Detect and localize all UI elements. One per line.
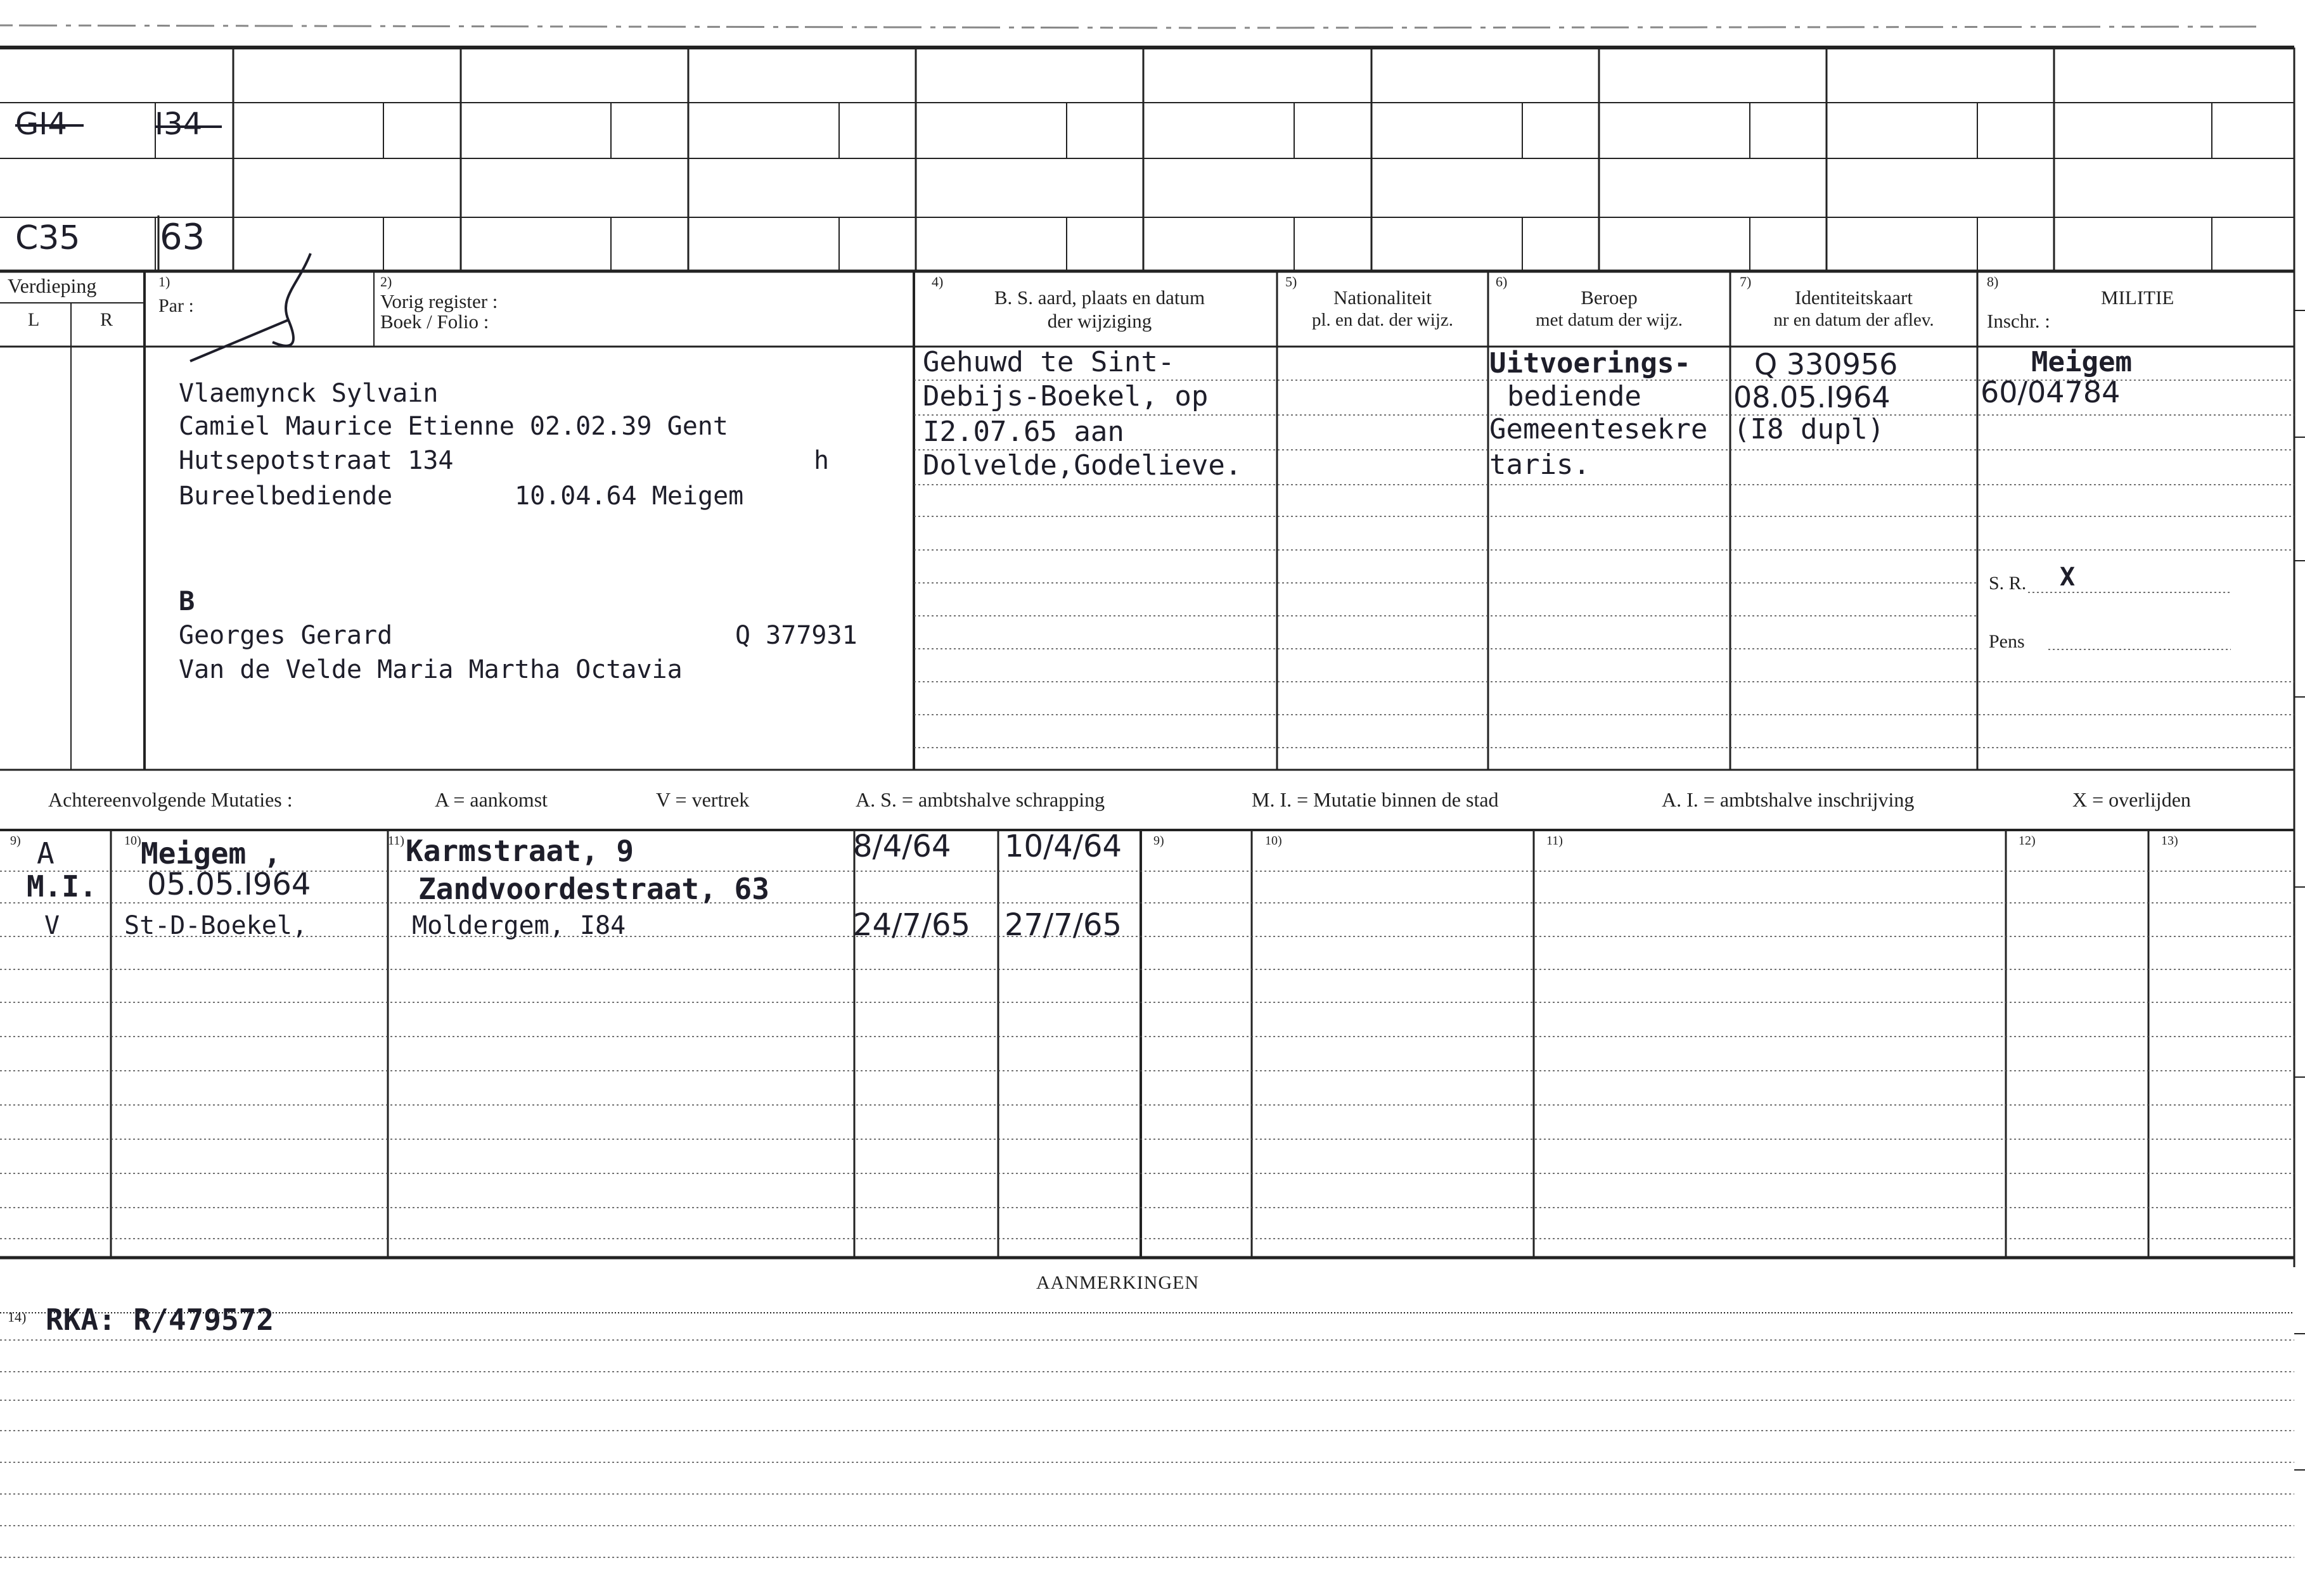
legend-as: A. S. = ambtshalve schrapping [856, 788, 1105, 811]
num-8: 8) [1987, 274, 1999, 290]
register-c2-row1: I34 [155, 106, 203, 142]
r-label: R [100, 309, 113, 330]
mut-num-13: 13) [2161, 834, 2178, 848]
legend-a: A = aankomst [435, 788, 548, 811]
occupation-line-2: bediende [1507, 380, 1641, 412]
remarks-num: 14) [8, 1309, 27, 1325]
boek-folio-label: Boek / Folio : [380, 310, 489, 333]
remarks-text: RKA: R/479572 [46, 1303, 274, 1337]
id-header-line1: Identiteitskaart [1795, 286, 1913, 309]
mutation-3-place: St-D-Boekel, [124, 911, 307, 940]
inschr-label: Inschr. : [1987, 310, 2050, 332]
id-header-line2: nr en datum der aflev. [1773, 310, 1934, 330]
legend-mi: M. I. = Mutatie binnen de stad [1252, 788, 1499, 811]
legend-ai: A. I. = ambtshalve inschrijving [1662, 788, 1915, 811]
mutation-1-type: A [37, 836, 55, 871]
mutation-3-address: Moldergem, I84 [412, 911, 626, 940]
mother-name: Van de Velde Maria Martha Octavia [179, 655, 683, 684]
person-address-mark: h [814, 446, 830, 475]
verdieping-label: Verdieping [8, 274, 97, 297]
parents-label: B [179, 585, 195, 616]
civil-status-line-2: Debijs-Boekel, op [923, 380, 1209, 412]
mutation-1-date2: 10/4/64 [1005, 829, 1122, 864]
remarks-title: AANMERKINGEN [1036, 1272, 1199, 1293]
num-4: 4) [932, 274, 944, 290]
par-label: Par : [158, 295, 194, 316]
mutation-1-date1: 8/4/64 [853, 829, 951, 864]
mutation-3-date2: 27/7/65 [1005, 907, 1122, 943]
beroep-header-line1: Beroep [1581, 286, 1638, 309]
person-occupation: Bureelbediende [179, 482, 393, 511]
occupation-line-3: Gemeentesekre [1489, 413, 1708, 445]
id-card-duplicate: (I8 dupl) [1733, 413, 1885, 445]
civil-status-line-4: Dolvelde,Godelieve. [923, 449, 1242, 482]
civil-status-line-1: Gehuwd te Sint- [923, 346, 1175, 378]
father-name: Georges Gerard [179, 621, 393, 650]
beroep-header-line2: met datum der wijz. [1536, 310, 1683, 330]
mutation-2-type: M.I. [27, 869, 97, 903]
father-id: Q 377931 [735, 621, 857, 650]
legend-x: X = overlijden [2072, 788, 2191, 811]
num-2: 2) [380, 274, 392, 290]
sr-label: S. R. [1989, 573, 2027, 594]
mutation-1-place: Meigem , [141, 836, 281, 871]
mut-num-11: 11) [388, 834, 404, 848]
num-7: 7) [1740, 274, 1752, 290]
num-6: 6) [1496, 274, 1508, 290]
register-c1-row2: C35 [15, 219, 80, 257]
id-card-number: Q 330956 [1754, 347, 1898, 381]
person-firstnames-birth: Camiel Maurice Etienne 02.02.39 Gent [179, 412, 728, 441]
num-1: 1) [158, 274, 170, 290]
mutation-3-date1: 24/7/65 [853, 907, 971, 943]
mutation-3-type: V [44, 911, 60, 940]
mut-num-9: 9) [10, 834, 21, 848]
legend-v: V = vertrek [656, 788, 750, 811]
bs-header-line2: der wijziging [1047, 310, 1152, 332]
mut-num-10b: 10) [1265, 834, 1282, 848]
mutation-2-address: Zandvoordestraat, 63 [418, 872, 769, 906]
register-c2-row2: 63 [160, 217, 205, 258]
mutation-2-place: 05.05.I964 [147, 867, 311, 902]
militia-number: 60/04784 [1981, 375, 2121, 409]
occupation-line-1: Uitvoerings- [1489, 347, 1691, 380]
l-label: L [28, 309, 40, 330]
mut-num-10: 10) [124, 834, 141, 848]
person-name: Vlaemynck Sylvain [179, 379, 439, 408]
nat-header-line1: Nationaliteit [1333, 286, 1432, 309]
num-5: 5) [1285, 274, 1297, 290]
sr-value: X [2060, 563, 2076, 592]
mut-num-11b: 11) [1546, 834, 1563, 848]
bs-header-line1: B. S. aard, plaats en datum [994, 286, 1205, 309]
legend-title: Achtereenvolgende Mutaties : [48, 788, 293, 811]
id-card-date: 08.05.I964 [1733, 380, 1891, 414]
register-c1-row1: GI4 [15, 106, 67, 142]
militia-place: Meigem [2031, 346, 2132, 378]
occupation-line-4: taris. [1489, 449, 1590, 481]
person-occupation-date: 10.04.64 Meigem [515, 482, 744, 511]
mut-num-12: 12) [2019, 834, 2036, 848]
vorig-register-label: Vorig register : [380, 290, 498, 312]
civil-status-line-3: I2.07.65 aan [923, 416, 1124, 448]
person-address: Hutsepotstraat 134 [179, 446, 454, 475]
mut-num-9b: 9) [1153, 834, 1164, 848]
mutation-1-address: Karmstraat, 9 [406, 834, 634, 868]
pens-label: Pens [1989, 631, 2025, 652]
militie-header: MILITIE [2101, 286, 2174, 309]
nat-header-line2: pl. en dat. der wijz. [1311, 310, 1454, 330]
